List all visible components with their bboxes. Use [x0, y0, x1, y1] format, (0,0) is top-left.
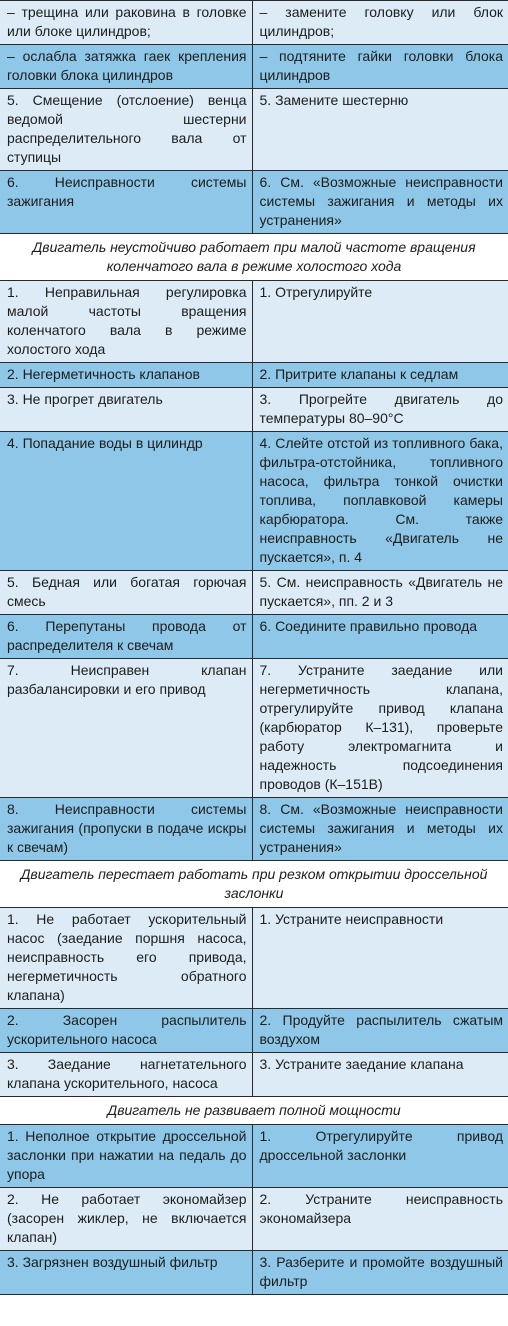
cause-cell: 4. Попадание воды в цилиндр	[0, 432, 252, 571]
table-row	[0, 1053, 508, 1097]
remedy-cell: 2. Притрите клапаны к седлам	[252, 363, 508, 388]
cause-cell: 6. Неисправности системы зажигания	[0, 171, 252, 234]
table-row	[0, 1188, 508, 1251]
remedy-cell: 1. Отрегулируйте привод дроссельной заслонки	[252, 1125, 508, 1188]
cause-cell: 7. Неисправен клапан разбалансировки и его привод	[0, 659, 252, 798]
table-row	[0, 798, 508, 861]
table-row	[0, 363, 508, 388]
table-row	[0, 1009, 508, 1053]
table-row	[0, 171, 508, 234]
remedy-cell: 1. Отрегулируйте	[252, 281, 508, 363]
section-header: Двигатель перестает работать при резком открытии дроссельной заслонки	[0, 861, 508, 908]
remedy-cell: – подтяните гайки головки блока цилиндров	[252, 45, 508, 89]
table-row	[0, 1125, 508, 1188]
cause-cell: 5. Бедная или богатая горючая смесь	[0, 571, 252, 615]
cause-cell: – трещина или раковина в головке или блоке цилиндров;	[0, 1, 252, 45]
table-row	[0, 615, 508, 659]
cause-cell: 5. Смещение (отслоение) венца ведомой шестерни распределительного вала от ступицы	[0, 89, 252, 171]
section-header-row	[0, 1097, 508, 1125]
remedy-cell: 5. См. неисправность «Двигатель не пускается», пп. 2 и 3	[252, 571, 508, 615]
table-row	[0, 1, 508, 45]
remedy-cell: 6. См. «Возможные неисправности системы зажигания и методы их устранения»	[252, 171, 508, 234]
remedy-cell: 3. Устраните заедание клапана	[252, 1053, 508, 1097]
table-row	[0, 1251, 508, 1295]
cause-cell: 1. Неполное открытие дроссельной заслонки при нажатии на педаль до упора	[0, 1125, 252, 1188]
remedy-cell: – замените головку или блок цилиндров;	[252, 1, 508, 45]
cause-cell: – ослабла затяжка гаек крепления головки блока цилиндров	[0, 45, 252, 89]
remedy-cell: 3. Разберите и промойте воздушный фильтр	[252, 1251, 508, 1295]
table-row	[0, 432, 508, 571]
table-row	[0, 281, 508, 363]
section-header: Двигатель не развивает полной мощности	[0, 1097, 508, 1125]
section-header-row	[0, 234, 508, 281]
section-header-row	[0, 861, 508, 908]
table-row	[0, 89, 508, 171]
remedy-cell: 5. Замените шестерню	[252, 89, 508, 171]
cause-cell: 2. Засорен распылитель ускорительного насоса	[0, 1009, 252, 1053]
remedy-cell: 3. Прогрейте двигатель до температуры 80–90°С	[252, 388, 508, 432]
table-row	[0, 571, 508, 615]
remedy-cell: 2. Устраните неисправность экономайзера	[252, 1188, 508, 1251]
cause-cell: 2. Не работает экономайзер (засорен жиклер, не включается клапан)	[0, 1188, 252, 1251]
remedy-cell: 1. Устраните неисправности	[252, 908, 508, 1009]
table-row	[0, 388, 508, 432]
table-row	[0, 908, 508, 1009]
cause-cell: 3. Загрязнен воздушный фильтр	[0, 1251, 252, 1295]
table-row	[0, 659, 508, 798]
remedy-cell: 2. Продуйте распылитель сжатым воздухом	[252, 1009, 508, 1053]
cause-cell: 8. Неисправности системы зажигания (пропуски в подаче искры к свечам)	[0, 798, 252, 861]
cause-cell: 2. Негерметичность клапанов	[0, 363, 252, 388]
cause-cell: 3. Не прогрет двигатель	[0, 388, 252, 432]
table-row	[0, 45, 508, 89]
remedy-cell: 4. Слейте отстой из топливного бака, фильтра-отстойника, топливного насоса, фильтра тонкой очистки топлива, поплавковой камеры карбюратора. См. также неисправность «Двигатель не пускается», п. 4	[252, 432, 508, 571]
remedy-cell: 6. Соедините правильно провода	[252, 615, 508, 659]
cause-cell: 3. Заедание нагнетательного клапана ускорительного, насоса	[0, 1053, 252, 1097]
section-header: Двигатель неустойчиво работает при малой частоте вращения коленчатого вала в режиме холостого хода	[0, 234, 508, 281]
cause-cell: 1. Неправильная регулировка малой частоты вращения коленчатого вала в режиме холостого хода	[0, 281, 252, 363]
remedy-cell: 7. Устраните заедание или негерметичность клапана, отрегулируйте привод клапана (карбюратор К–131), проверьте работу электромагнита и надежность подсоединения проводов (К–151В)	[252, 659, 508, 798]
cause-cell: 1. Не работает ускорительный насос (заедание поршня насоса, неисправность его привода, негерметичность обратного клапана)	[0, 908, 252, 1009]
remedy-cell: 8. См. «Возможные неисправности системы зажигания и методы их устранения»	[252, 798, 508, 861]
cause-cell: 6. Перепутаны провода от распределителя к свечам	[0, 615, 252, 659]
